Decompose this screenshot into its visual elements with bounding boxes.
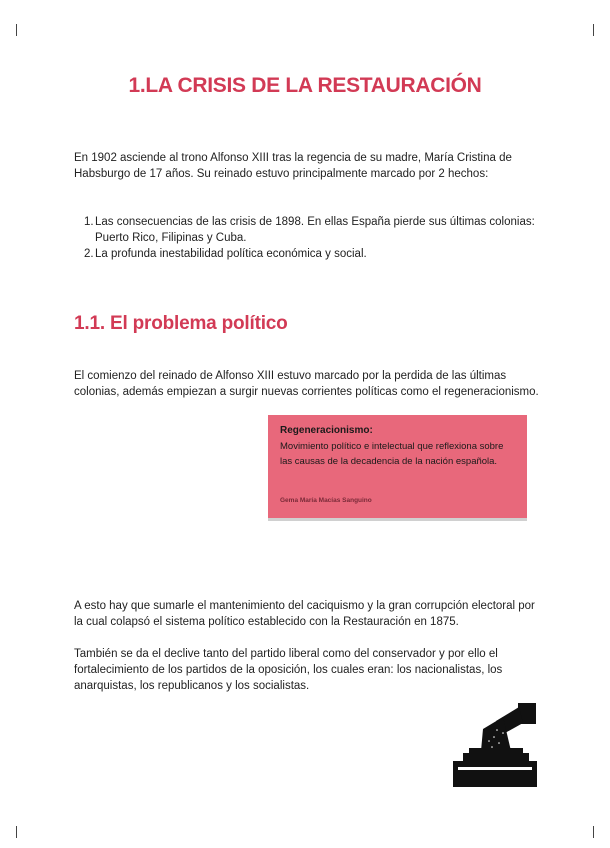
list-item bbox=[84, 246, 544, 262]
crop-mark bbox=[16, 826, 17, 838]
list-item bbox=[84, 214, 544, 246]
callout-author: Gema María Macías Sanguino bbox=[280, 497, 372, 504]
list-text: Las consecuencias de las crisis de 1898. En ellas España pierde sus últimas colonias: Puerto Rico, Filipinas y Cuba. bbox=[95, 216, 535, 244]
list-text: La profunda inestabilidad política económica y social. bbox=[95, 248, 367, 260]
intro-paragraph: En 1902 asciende al trono Alfonso XIII tras la regencia de su madre, María Cristina de Habsburgo de 17 años. Su reinado estuvo principalmente marcado por 2 hechos: bbox=[74, 152, 512, 180]
events-list bbox=[84, 214, 544, 262]
list-number: 2. bbox=[84, 248, 94, 260]
crop-mark bbox=[593, 826, 594, 838]
section-heading: 1.1. El problema político bbox=[74, 313, 288, 334]
section-paragraph: El comienzo del reinado de Alfonso XIII estuvo marcado por la perdida de las últimas colonias, además empiezan a surgir nuevas corrientes políticas como el regeneracionismo. bbox=[74, 370, 539, 398]
callout-body: Movimiento político e intelectual que reflexiona sobre las causas de la decadencia de la nación española. bbox=[280, 441, 504, 467]
definition-callout bbox=[268, 415, 527, 518]
crop-mark bbox=[16, 24, 17, 36]
bottom-paragraph-1: A esto hay que sumarle el mantenimiento del caciquismo y la gran corrupción electoral por la cual colapsó el sistema político establecido con la Restauración en 1875. bbox=[74, 600, 535, 628]
page-title: 1.LA CRISIS DE LA RESTAURACIÓN bbox=[128, 74, 482, 97]
callout-title: Regeneracionismo: bbox=[280, 425, 373, 436]
bottom-paragraph-2: También se da el declive tanto del partido liberal como del conservador y por ello el fortalecimiento de los partidos de la oposición, los cuales eran: los nacionalistas, los anarquistas, los republicanos y los socialistas. bbox=[74, 648, 503, 692]
list-number: 1. bbox=[84, 216, 94, 228]
ballot-box-icon bbox=[453, 703, 537, 787]
crop-mark bbox=[593, 24, 594, 36]
